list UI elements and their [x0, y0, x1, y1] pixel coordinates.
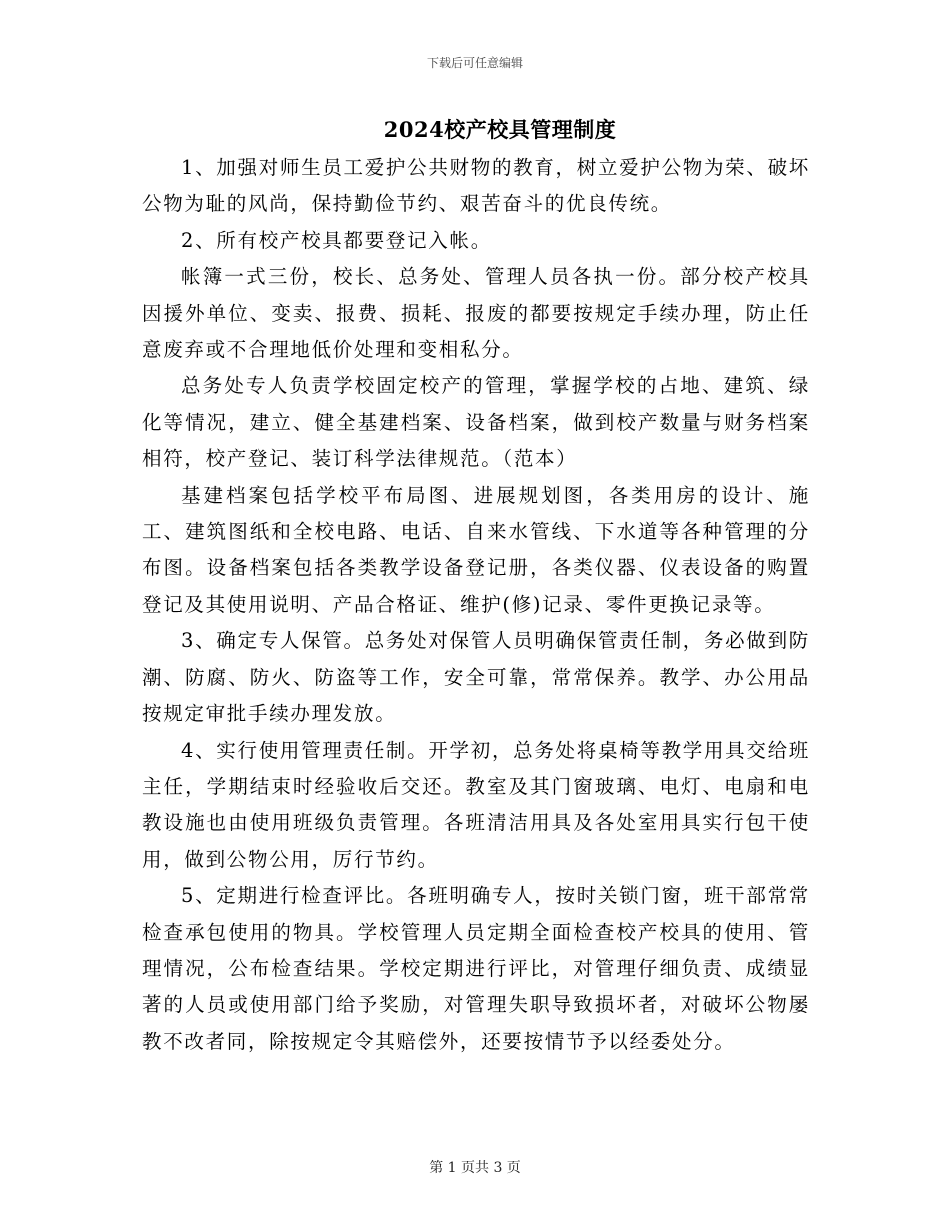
document-title: 2024校产校具管理制度 [383, 117, 617, 142]
page-number-footer: 第 1 页共 3 页 [429, 1160, 521, 1176]
paragraph-5: 基建档案包括学校平布局图、进展规划图，各类用房的设计、施工、建筑图纸和全校电路、电话、自来水管线、下水道等各种管理的分布图。设备档案包括各类教学设备登记册，各类仪器、仪表设备的购置登记及其使用说明、产品合格证、维护(修)记录、零件更换记录等。 [142, 483, 810, 616]
paragraph-1: 1、加强对师生员工爱护公共财物的教育，树立爱护公物为荣、破坏公物为耻的风尚，保持勤俭节约、艰苦奋斗的优良传统。 [142, 156, 810, 216]
paragraph-7: 4、实行使用管理责任制。开学初，总务处将桌椅等教学用具交给班主任，学期结束时经验收后交还。教室及其门窗玻璃、电灯、电扇和电教设施也由使用班级负责管理。各班清洁用具及各处室用具实行包干使用，做到公物公用，厉行节约。 [142, 738, 810, 871]
header-note: 下载后可任意编辑 [426, 56, 523, 70]
document-body [142, 150, 810, 1060]
paragraph-6: 3、确定专人保管。总务处对保管人员明确保管责任制，务必做到防潮、防腐、防火、防盗等工作，安全可靠，常常保养。教学、办公用品按规定审批手续办理发放。 [142, 629, 810, 726]
paragraph-4: 总务处专人负责学校固定校产的管理，掌握学校的占地、建筑、绿化等情况，建立、健全基建档案、设备档案，做到校产数量与财务档案相符，校产登记、装订科学法律规范。（范本） [142, 374, 810, 471]
paragraph-2: 2、所有校产校具都要登记入帐。 [181, 228, 492, 252]
paragraph-8: 5、定期进行检查评比。各班明确专人，按时关锁门窗，班干部常常检查承包使用的物具。学校管理人员定期全面检查校产校具的使用、管理情况，公布检查结果。学校定期进行评比，对管理仔细负责、成绩显著的人员或使用部门给予奖励，对管理失职导致损坏者，对破坏公物屡教不改者同，除按规定令其赔偿外，还要按情节予以经委处分。 [142, 884, 810, 1053]
paragraph-3: 帐簿一式三份，校长、总务处、管理人员各执一份。部分校产校具因援外单位、变卖、报费、损耗、报废的都要按规定手续办理，防止任意废弃或不合理地低价处理和变相私分。 [142, 265, 810, 362]
